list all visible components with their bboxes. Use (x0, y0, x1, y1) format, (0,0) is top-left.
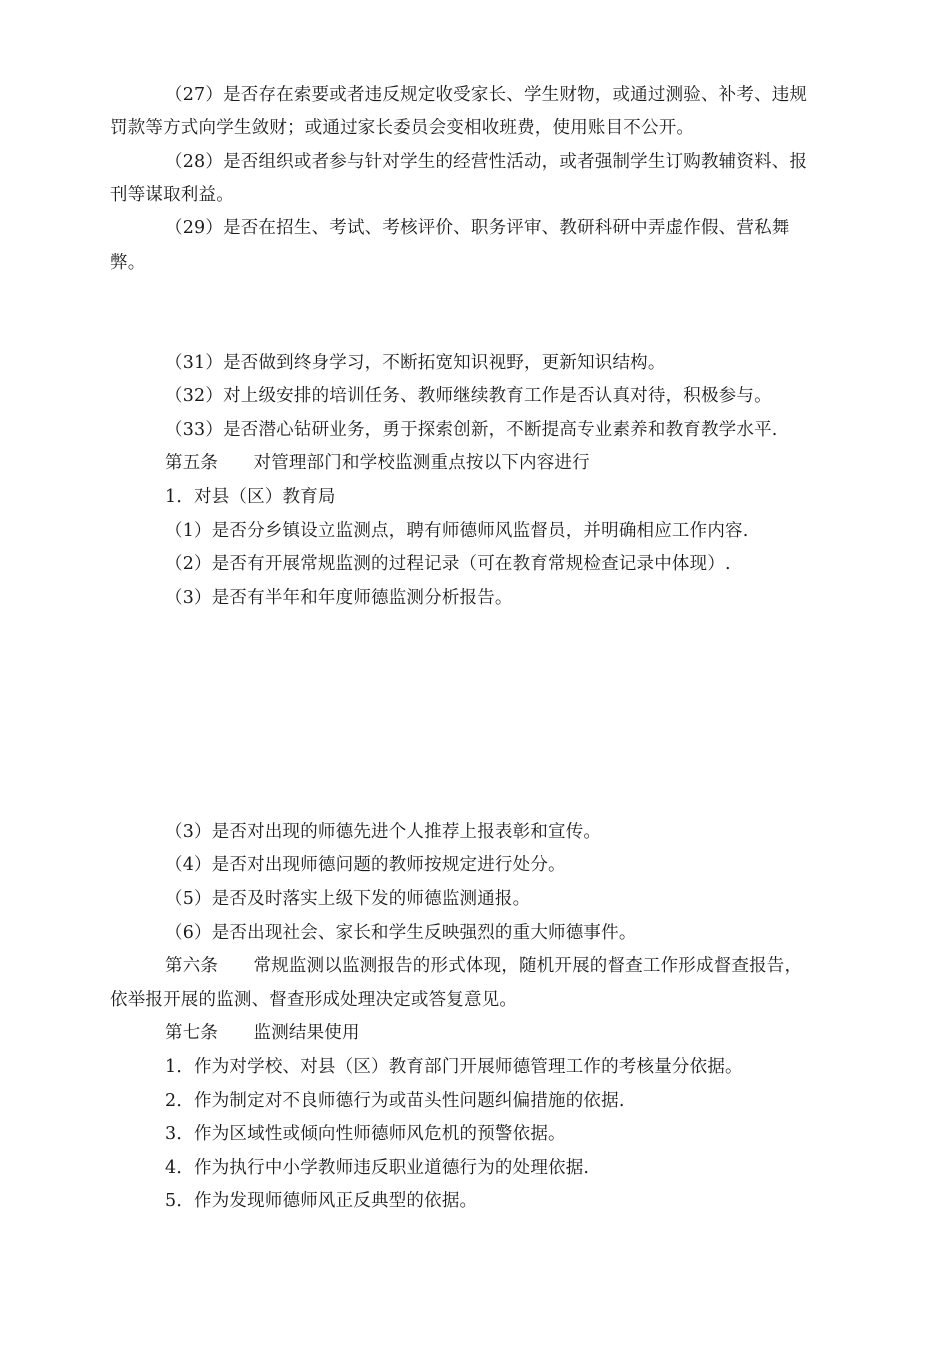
text-line-item-28-b: 刊等谋取利益。 (110, 185, 234, 205)
text-line-school-item-6: （6）是否出现社会、家长和学生反映强烈的重大师德事件。 (165, 923, 637, 943)
text-line-usage-5: 5．作为发现师德师风正反典型的依据。 (165, 1191, 478, 1211)
text-line-usage-1: 1．作为对学校、对县（区）教育部门开展师德管理工作的考核量分依据。 (165, 1057, 743, 1077)
text-line-item-31: （31）是否做到终身学习，不断拓宽知识视野，更新知识结构。 (165, 353, 666, 373)
text-line-bureau-item-2: （2）是否有开展常规监测的过程记录（可在教育常规检查记录中体现）. (165, 554, 731, 574)
text-line-school-item-5: （5）是否及时落实上级下发的师德监测通报。 (165, 889, 531, 909)
text-line-usage-2: 2．作为制定对不良师德行为或苗头性问题纠偏措施的依据. (165, 1091, 625, 1111)
text-line-item-33: （33）是否潜心钻研业务，勇于探索创新，不断提高专业素养和教育教学水平. (165, 420, 778, 440)
text-line-item-28-a: （28）是否组织或者参与针对学生的经营性活动，或者强制学生订购教辅资料、报 (165, 152, 808, 172)
text-line-usage-3: 3．作为区域性或倾向性师德师风危机的预警依据。 (165, 1124, 566, 1144)
text-line-county-bureau: 1．对县（区）教育局 (165, 487, 336, 507)
text-line-item-27-a: （27）是否存在索要或者违反规定收受家长、学生财物，或通过测验、补考、违规 (165, 85, 808, 105)
article-5-heading: 第五条 对管理部门和学校监测重点按以下内容进行 (165, 453, 590, 473)
text-line-usage-4: 4．作为执行中小学教师违反职业道德行为的处理依据. (165, 1158, 590, 1178)
text-line-item-32: （32）对上级安排的培训任务、教师继续教育工作是否认真对待，积极参与。 (165, 386, 772, 406)
article-6-line-a: 第六条 常规监测以监测报告的形式体现，随机开展的督查工作形成督查报告， (165, 956, 803, 976)
article-7-heading: 第七条 监测结果使用 (165, 1023, 360, 1043)
text-line-school-item-3: （3）是否对出现的师德先进个人推荐上报表彰和宣传。 (165, 822, 602, 842)
text-line-item-29-b: 弊。 (110, 253, 146, 273)
text-line-bureau-item-3: （3）是否有半年和年度师德监测分析报告。 (165, 588, 513, 608)
text-line-item-27-b: 罚款等方式向学生敛财；或通过家长委员会变相收班费，使用账目不公开。 (110, 118, 695, 138)
text-line-school-item-4: （4）是否对出现师德问题的教师按规定进行处分。 (165, 855, 566, 875)
text-line-bureau-item-1: （1）是否分乡镇设立监测点，聘有师德师风监督员，并明确相应工作内容. (165, 521, 749, 541)
article-6-line-b: 依举报开展的监测、督查形成处理决定或答复意见。 (110, 990, 518, 1010)
text-line-item-29-a: （29）是否在招生、考试、考核评价、职务评审、教研科研中弄虚作假、营私舞 (165, 218, 790, 238)
